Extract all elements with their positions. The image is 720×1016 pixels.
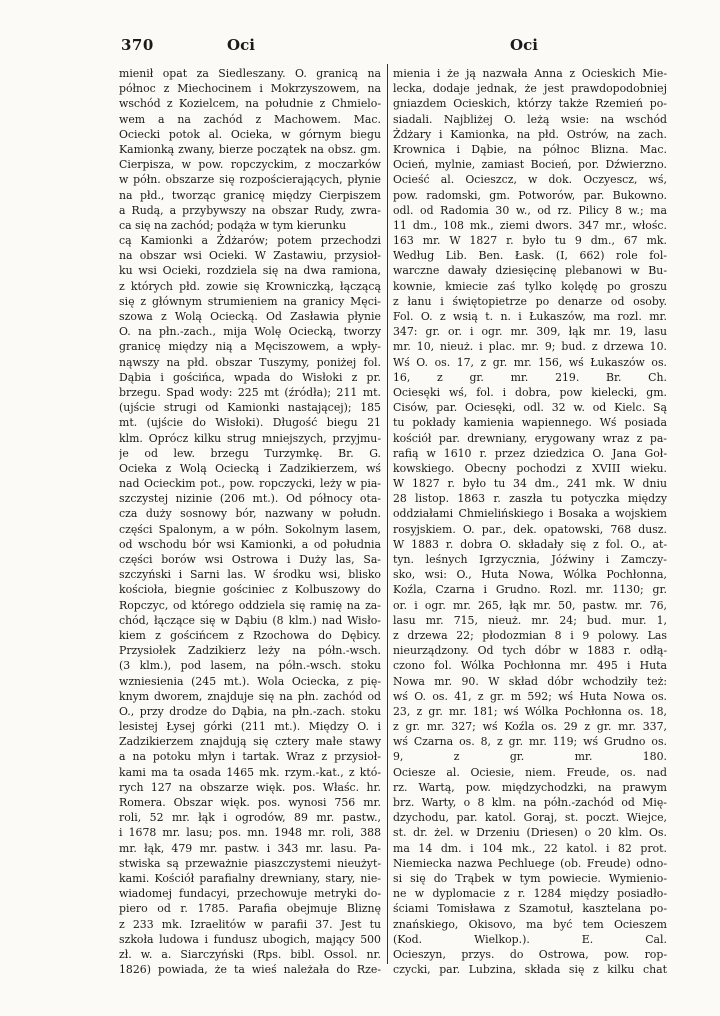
text-line: z 233 mk. Izraelitów w parafii 37. Jest tu [119,917,381,931]
text-line: z których płd. zowie się Krowniczką, łączącą [119,279,381,293]
text-line: ca się na zachód; podąża w tym kierunku [119,218,347,232]
text-line: Krownica i Dąbie, na północ Blizna. Mac. [393,142,667,156]
text-line: części Spalonym, a w półn. Sokolnym lasem, [119,522,381,536]
text-line: rosyjskiem. O. par., dek. opatowski, 768 dusz. [393,522,667,536]
text-line: granicę między nią a Męciszowem, a wpły- [119,340,381,354]
text-line: rz. Wartą, pow. międzychodzki, na prawym [393,780,667,794]
text-line: Przysiołek Zadzikierz leży na półn.-wsch. [119,644,381,658]
text-line: Romera. Obszar więk. pos. wynosi 756 mr. [119,796,381,809]
text-line: piero od r. 1785. Parafia obejmuje Bliznę [119,902,381,916]
text-line: wem a na zachód z Machowem. Mac. [119,112,381,126]
text-line: 1826) powiada, że ta wieś należała do Rze- [119,963,381,977]
text-line: 16, z gr. mr. 219. Br. Ch. [393,370,667,384]
text-line: Według Lib. Ben. Łask. (I, 662) role fol- [393,249,667,263]
text-line: rafią w 1610 r. przez dziedzica O. Jana Goł- [393,446,667,460]
page-header [0,36,720,60]
text-line: warczne dawały dziesięcinę plebanowi w Bu- [393,264,667,278]
text-line: od wschodu bór wsi Kamionki, a od południa [119,537,381,551]
text-line: Koźla, Czarna i Grudno. Rozl. mr. 1130; gr. [393,583,667,597]
text-line: Ocieszyn, przys. do Ostrowa, pow. rop- [393,947,667,961]
text-line: mr. 10, nieuż. i plac. mr. 9; bud. z drzewa 10. [393,340,667,354]
text-line: O. na płn.-zach., mija Wolę Ociecką, tworzy [119,325,381,339]
text-line: tyn. leśnych Igrzycznia, Jóźwiny i Zamczy- [393,553,667,566]
text-line: szczyński i Sarni las. W środku wsi, blisko [119,568,381,582]
text-line: Wś O. os. 17, z gr. mr. 156, wś Łukaszów os. [393,355,667,369]
text-line: 347: gr. or. i ogr. mr. 309, łąk mr. 19, lasu [393,325,667,339]
text-line: O., przy drodze do Dąbia, na płn.-zach. stoku [119,704,381,718]
text-line: Ociesęki wś, fol. i dobra, pow kielecki, gm. [393,385,667,399]
text-line: 23, z gr. mr. 181; wś Wólka Pochłonna os. 18, [393,704,667,718]
text-line: chód, łączące się w Dąbiu (8 klm.) nad Wisło- [119,613,381,627]
text-line: kościoła, biegnie gościniec z Kolbuszowy do [119,583,381,597]
text-line: wzniesienia (245 mt.). Wola Ociecka, z pię- [119,674,381,688]
text-line: 11 dm., 108 mk., ziemi dwors. 347 mr., włośc. [393,218,667,232]
text-line: je od lew. brzegu Turzymkę. Br. G. [119,446,381,460]
text-line: Fol. O. z wsią t. n. i Łukaszów, ma rozl. mr. [393,310,667,323]
text-line: Cierpisza, w pow. ropczyckim, z moczarków [119,158,381,172]
text-line: ma 14 dm. i 104 mk., 22 katol. i 82 prot. [393,841,667,855]
text-line: cza duży sosnowy bór, nazwany w połudn. [119,507,381,521]
text-line: oddziałami Chmielińskiego i Bosaka a wojskiem [393,507,667,521]
text-line: Niemiecka nazwa Pechluege (ob. Freude) odno- [393,856,667,870]
text-line: Kamionką zwany, bierze początek na obsz. gm. [119,142,381,156]
text-line: knym dworem, znajduje się na płn. zachód od [119,689,381,703]
text-line: z łanu i świętopietrze po denarze od osoby. [393,294,667,308]
left-column [119,66,381,977]
text-line: Ropczyc, od którego oddziela się ramię na za- [119,598,381,612]
text-line: sko, wsi: O., Huta Nowa, Wólka Pochłonna, [393,568,667,582]
text-line: mt. (ujście do Wisłoki). Długość biegu 21 [119,416,381,430]
text-line: części borów wsi Ostrowa i Duży las, Sa- [119,553,381,566]
text-line: si się do Trąbek w tym powiecie. Wymienio- [393,871,667,885]
column-divider [387,64,388,964]
text-line: kiem z gościńcem z Rzochowa do Dębicy. [119,628,381,642]
text-line: północ z Miechocinem i Mokrzyszowem, na [119,82,381,96]
text-line: 163 mr. W 1827 r. było tu 9 dm., 67 mk. [393,234,667,248]
text-line: a na potoku młyn i tartak. Wraz z przysioł- [119,750,381,764]
text-line: się z głównym strumieniem na granicy Męci- [119,294,381,308]
text-line: ne w dyplomacie z r. 1284 między posiadło- [393,887,667,901]
text-line: lecka, dodaje jednak, że jest prawdopodobniej [393,82,667,96]
text-line: szowa z Wolą Ociecką. Od Zasławia płynie [119,310,381,323]
running-head-right: Oci [510,36,538,54]
text-line: lesistej Łysej górki (211 mt.). Między O. i [119,720,381,734]
text-line: Ocieść al. Ocieszcz, w dok. Oczyescz, wś, [393,173,667,187]
text-line: 9, z gr. mr. 180. [393,750,667,764]
text-line: kościół par. drewniany, erygowany wraz z pa- [393,431,667,445]
text-line: kami. Kościół parafialny drewniany, stary, nie- [119,871,381,885]
text-line: lasu mr. 715, nieuż. mr. 24; bud. mur. 1, [393,613,667,627]
text-line: ściami Tomisława z Szamotuł, kasztelana po- [393,902,667,916]
text-line: zł. w. a. Siarczyński (Rps. bibl. Ossol. nr. [119,947,381,961]
text-line: wś O. os. 41, z gr. m 592; wś Huta Nowa os. [393,689,667,703]
text-line: W 1883 r. dobra O. składały się z fol. O., at- [393,537,667,551]
text-line: (Kod. Wielkop.). E. Cal. [393,932,667,946]
text-line: z drzewa 22; płodozmian 8 i 9 polowy. Las [393,628,667,642]
page-number: 370 [121,36,154,54]
text-line: kami ma ta osada 1465 mk. rzym.-kat., z któ- [119,765,381,779]
text-line: W 1827 r. było tu 34 dm., 241 mk. W dniu [393,477,667,491]
text-line: czycki, par. Lubzina, składa się z kilku chat [393,963,667,977]
text-line: Zadzikierzem znajdują się cztery małe stawy [119,735,381,749]
text-line: Żdżary i Kamionka, na płd. Ostrów, na zach. [393,127,667,141]
text-line: (ujście strugi od Kamionki nastającej); 185 [119,401,381,415]
text-line: st. dr. żel. w Drzeniu (Driesen) o 20 klm. Os. [393,826,667,840]
text-line: tu pokłady kamienia wapiennego. Wś posiada [393,416,667,430]
text-line: z gr. mr. 327; wś Koźla os. 29 z gr. mr. 337, [393,720,667,734]
text-line: wś Czarna os. 8, z gr. mr. 119; wś Grudno os. [393,735,667,749]
text-line: 28 listop. 1863 r. zaszła tu potyczka między [393,492,667,506]
text-line: odl. od Radomia 30 w., od rz. Pilicy 8 w.; ma [393,203,667,217]
running-head-left: Oci [227,36,255,54]
text-line: (3 klm.), pod lasem, na półn.-wsch. stoku [119,659,381,673]
text-line: i 1678 mr. lasu; pos. mn. 1948 mr. roli, 388 [119,826,381,840]
text-line: wiadomej fundacyi, przechowuje metryki do- [119,887,381,901]
text-line: cą Kamionki a Żdżarów; potem przechodzi [119,234,381,248]
text-line: mienia i że ją nazwała Anna z Ocieskich Mie- [393,67,667,80]
text-line: brz. Warty, o 8 klm. na półn.-zachód od Mię- [393,796,667,809]
right-column [393,66,667,977]
text-line: znańskiego, Okisovo, ma być tem Ocieszem [393,917,667,931]
text-line: kownie, kmiecie zaś tylko kolędę po groszu [393,279,667,293]
text-line: or. i ogr. mr. 265, łąk mr. 50, pastw. mr. 76, [393,598,667,612]
text-line: Ociesze al. Ociesie, niem. Freude, os. nad [393,765,667,779]
text-line: brzegu. Spad wody: 225 mt (źródła); 211 mt. [119,385,381,399]
text-line: pow. radomski, gm. Potworów, par. Bukowno. [393,188,667,202]
text-line: Ocieka z Wolą Ociecką i Zadzikierzem, wś [119,461,381,475]
text-line: Ocień, mylnie, zamiast Bocień, por. Dźwierzno. [393,158,667,172]
text-line: nąwszy na płd. obszar Tuszymy, poniżej fol. [119,355,381,369]
text-line: mienił opat za Siedleszany. O. granicą na [119,67,381,80]
text-line: mr. łąk, 479 mr. pastw. i 343 mr. lasu. Pa- [119,841,381,855]
text-line: nieurządzony. Od tych dóbr w 1883 r. odłą- [393,644,667,658]
text-line: szczystej nizinie (206 mt.). Od północy ota- [119,492,381,506]
text-line: nad Ocieckim pot., pow. ropczycki, leży w pia- [119,477,381,491]
text-line: Dąbia i gościńca, wpada do Wisłoki z pr. [119,370,381,384]
text-line: szkoła ludowa i fundusz ubogich, mający 500 [119,932,381,946]
text-line: w półn. obszarze się rozpościerających, płynie [119,173,381,187]
text-line: a Rudą, a przybywszy na obszar Rudy, zwra- [119,203,381,217]
text-line: czono fol. Wólka Pochłonna mr. 495 i Huta [393,659,667,673]
text-line: rych 127 na obszarze więk. pos. Właśc. hr. [119,780,381,794]
text-line: na płd., tworząc granicę między Cierpiszem [119,188,381,202]
text-line: Cisów, par. Ociesęki, odl. 32 w. od Kielc. Są [393,401,667,415]
text-line: stwiska są przeważnie piaszczystemi nieużyt- [119,856,381,870]
text-line: wschód z Kozielcem, na południe z Chmielo- [119,97,381,111]
text-line: Ociecki potok al. Ocieka, w górnym biegu [119,127,381,141]
text-line: roli, 52 mr. łąk i ogrodów, 89 mr. pastw., [119,811,381,825]
text-line: na obszar wsi Ocieki. W Zastawiu, przysioł- [119,249,381,263]
text-line: siadali. Najbliżej O. leżą wsie: na wschód [393,112,667,126]
text-line: klm. Oprócz kilku strug mniejszych, przyjmu- [119,431,381,445]
text-line: dzychodu, par. katol. Goraj, st. poczt. Wiejce, [393,811,667,825]
text-line: Nowa mr. 90. W skład dóbr wchodziły też: [393,674,667,688]
text-line: kowskiego. Obecny pochodzi z XVIII wieku. [393,461,667,475]
text-line: gniazdem Ocieskich, którzy także Rzemień po- [393,97,667,111]
text-line: ku wsi Ocieki, rozdziela się na dwa ramiona, [119,264,381,278]
